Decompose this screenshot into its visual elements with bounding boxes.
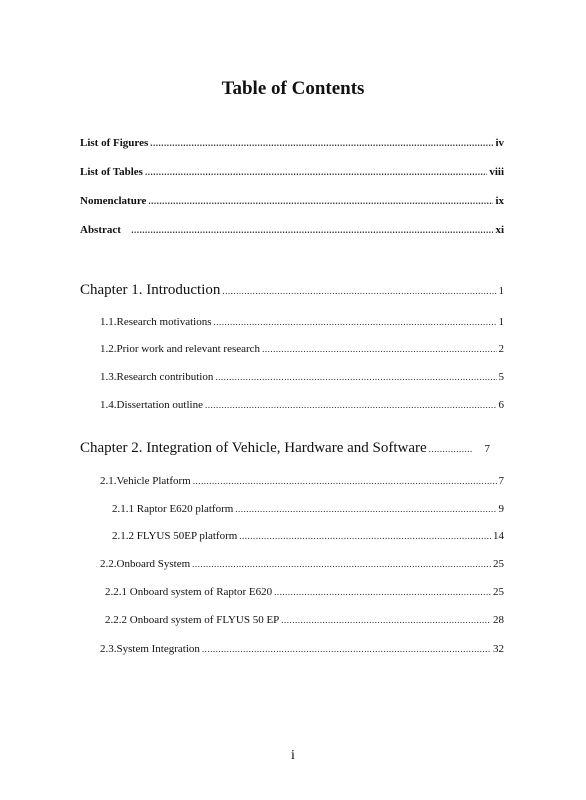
leader-dots bbox=[274, 587, 491, 597]
toc-section-1-2[interactable] bbox=[100, 343, 504, 355]
leader-dots bbox=[281, 615, 491, 625]
toc-section-2-1[interactable] bbox=[100, 475, 504, 487]
subsection-label: 2.1.2 FLYUS 50EP platform bbox=[112, 530, 238, 542]
toc-entry-label: List of Tables bbox=[80, 166, 143, 178]
chapter-label: Chapter 2. Integration of Vehicle, Hardware and Software bbox=[80, 440, 427, 456]
leader-dots bbox=[131, 225, 493, 235]
toc-section-1-4[interactable] bbox=[100, 399, 504, 411]
leader-dots bbox=[429, 444, 473, 454]
section-label: System Integration bbox=[116, 643, 200, 655]
leader-dots bbox=[222, 286, 496, 296]
toc-entry-page: ix bbox=[495, 195, 504, 207]
subsection-page: 28 bbox=[493, 614, 504, 626]
leader-dots bbox=[148, 196, 493, 206]
toc-chapter-2[interactable] bbox=[80, 440, 490, 457]
section-label: Vehicle Platform bbox=[116, 475, 191, 487]
leader-dots bbox=[145, 167, 487, 177]
page-title: Table of Contents bbox=[221, 78, 365, 99]
toc-subsection-2-1-1[interactable] bbox=[112, 503, 504, 515]
leader-dots bbox=[215, 372, 496, 382]
toc-entry-list-of-figures[interactable] bbox=[80, 137, 504, 149]
section-number: 2.2. bbox=[100, 558, 117, 570]
toc-entry-nomenclature[interactable] bbox=[80, 195, 504, 207]
toc-subsection-2-2-1[interactable] bbox=[105, 586, 504, 598]
leader-dots bbox=[202, 644, 491, 654]
toc-entry-page: iv bbox=[495, 137, 504, 149]
leader-dots bbox=[193, 476, 497, 486]
leader-dots bbox=[205, 400, 497, 410]
subsection-page: 14 bbox=[493, 530, 504, 542]
page-number: i bbox=[291, 748, 295, 763]
subsection-label: 2.2.1 Onboard system of Raptor E620 bbox=[105, 586, 273, 598]
toc-section-1-1[interactable] bbox=[100, 316, 504, 328]
chapter-label: Chapter 1. Introduction bbox=[80, 282, 221, 298]
subsection-label: 2.2.2 Onboard system of FLYUS 50 EP bbox=[105, 614, 280, 626]
leader-dots bbox=[150, 138, 493, 148]
section-number: 1.4. bbox=[100, 399, 117, 411]
chapter-page: 7 bbox=[484, 443, 490, 455]
section-page: 7 bbox=[498, 475, 504, 487]
section-number: 2.1. bbox=[100, 475, 117, 487]
section-number: 1.1. bbox=[100, 316, 117, 328]
toc-entry-label: List of Figures bbox=[80, 137, 149, 149]
leader-dots bbox=[262, 344, 496, 354]
toc-entry-page: viii bbox=[489, 166, 504, 178]
section-page: 6 bbox=[498, 399, 504, 411]
toc-section-2-3[interactable] bbox=[100, 643, 504, 655]
section-page: 2 bbox=[498, 343, 504, 355]
section-page: 1 bbox=[498, 316, 504, 328]
section-label: Research contribution bbox=[116, 371, 214, 383]
subsection-page: 9 bbox=[498, 503, 504, 515]
toc-subsection-2-2-2[interactable] bbox=[105, 614, 504, 626]
leader-dots bbox=[192, 559, 491, 569]
section-page: 25 bbox=[493, 558, 504, 570]
section-label: Research motivations bbox=[116, 316, 212, 328]
toc-entry-label: Nomenclature bbox=[80, 195, 147, 207]
section-label: Prior work and relevant research bbox=[116, 343, 261, 355]
subsection-label: 2.1.1 Raptor E620 platform bbox=[112, 503, 234, 515]
toc-section-2-2[interactable] bbox=[100, 558, 504, 570]
toc-section-1-3[interactable] bbox=[100, 371, 504, 383]
section-label: Onboard System bbox=[116, 558, 191, 570]
toc-entry-abstract[interactable] bbox=[80, 224, 504, 236]
toc-chapter-1[interactable] bbox=[80, 282, 504, 299]
section-page: 32 bbox=[493, 643, 504, 655]
section-number: 1.3. bbox=[100, 371, 117, 383]
toc-subsection-2-1-2[interactable] bbox=[112, 530, 504, 542]
chapter-page: 1 bbox=[498, 285, 504, 297]
leader-dots bbox=[239, 531, 491, 541]
toc-entry-label: Abstract bbox=[80, 224, 121, 236]
subsection-page: 25 bbox=[493, 586, 504, 598]
section-number: 1.2. bbox=[100, 343, 117, 355]
leader-dots bbox=[214, 317, 497, 327]
toc-entry-page: xi bbox=[495, 224, 504, 236]
toc-entry-list-of-tables[interactable] bbox=[80, 166, 504, 178]
section-page: 5 bbox=[498, 371, 504, 383]
leader-dots bbox=[235, 504, 496, 514]
section-label: Dissertation outline bbox=[116, 399, 203, 411]
section-number: 2.3. bbox=[100, 643, 117, 655]
